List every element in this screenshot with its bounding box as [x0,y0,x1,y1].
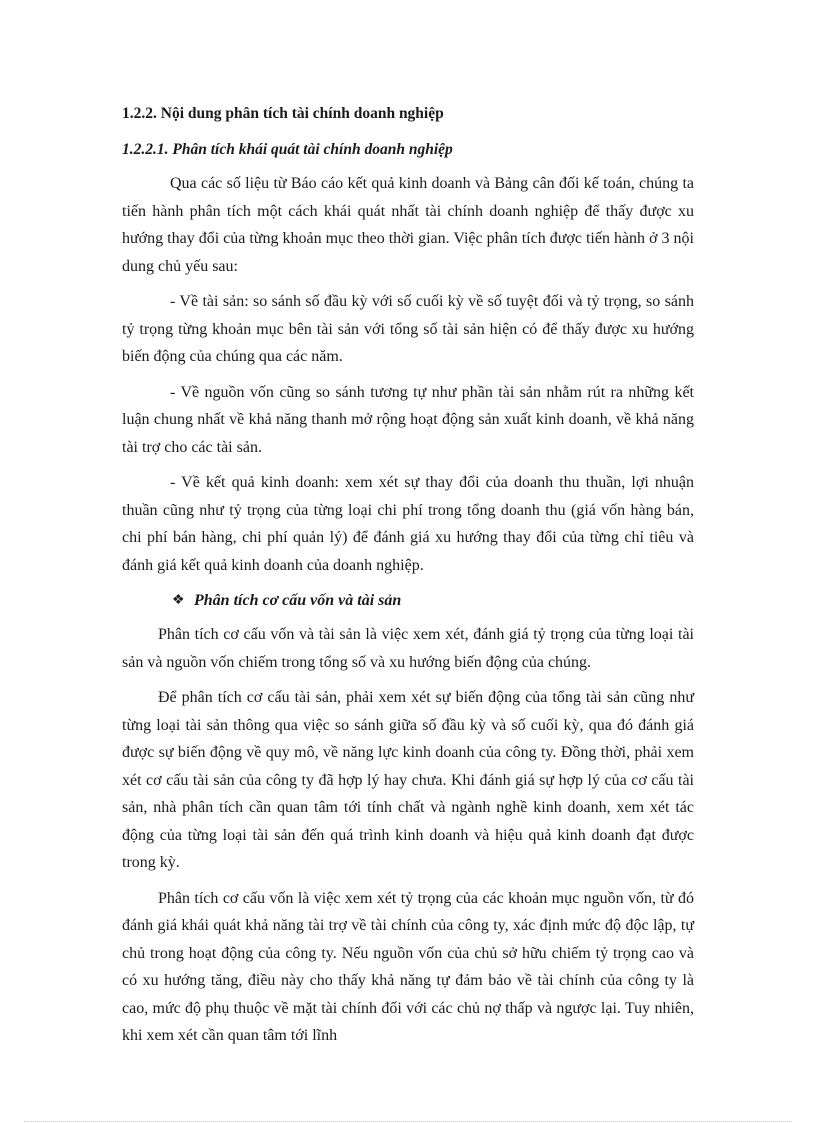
bullet-heading-text: Phân tích cơ cấu vốn và tài sản [194,592,402,609]
intro-paragraph: Qua các số liệu từ Báo cáo kết quả kinh doanh và Bảng cân đối kế toán, chúng ta tiến hành phân tích một cách khái quát nhất tài chính doanh nghiệp để thấy được xu hướng thay đổi của từng khoản mục theo thời gian. Việc phân tích được tiến hành ở 3 nội dung chủ yếu sau: [122,175,694,275]
bullet-heading [172,587,694,615]
capital-structure-paragraph: Phân tích cơ cấu vốn là việc xem xét tỷ trọng của các khoản mục nguồn vốn, từ đó đánh giá khái quát khả năng tài trợ về tài chính của công ty, xác định mức độ độc lập, tự chủ trong hoạt động của công ty. Nếu nguồn vốn của chủ sở hữu chiếm tỷ trọng cao và có xu hướng tăng, điều này cho thấy khả năng tự đảm bảo về tài chính của công ty là cao, mức độ phụ thuộc về mặt tài chính đối với các chủ nợ thấp và ngược lại. Tuy nhiên, khi xem xét cần quan tâm tới lĩnh [122,889,694,1044]
section-heading: 1.2.2. Nội dung phân tích tài chính doanh nghiệp [122,105,444,122]
results-item-paragraph: - Về kết quả kinh doanh: xem xét sự thay đổi của doanh thu thuần, lợi nhuận thuần cũng như tỷ trọng của từng loại chi phí trong tổng doanh thu (giá vốn hàng bán, chi phí bán hàng, chi phí quản lý) để đánh giá xu hướng thay đổi của từng chỉ tiêu và đánh giá kết quả kinh doanh của doanh nghiệp. [122,474,694,574]
diamond-bullet-icon: ❖ [172,593,185,608]
capital-item-paragraph: - Về nguồn vốn cũng so sánh tương tự như phần tài sản nhằm rút ra những kết luận chung nhất về khả năng thanh mở rộng hoạt động sản xuất kinh doanh, về khả năng tài trợ cho các tài sản. [122,383,694,456]
assets-item-paragraph: - Về tài sản: so sánh số đầu kỳ với số cuối kỳ về số tuyệt đối và tỷ trọng, so sánh tỷ trọng từng khoản mục bên tài sản với tổng số tài sản hiện có để thấy được xu hướng biến động của chúng qua các năm. [122,293,694,365]
asset-structure-paragraph: Để phân tích cơ cấu tài sản, phải xem xét sự biến động của tổng tài sản cũng như từng loại tài sản thông qua việc so sánh giữa số đầu kỳ và số cuối kỳ, qua đó đánh giá được sự biến động về quy mô, về năng lực kinh doanh của công ty. Đồng thời, phải xem xét cơ cấu tài sản của công ty đã hợp lý hay chưa. Khi đánh giá sự hợp lý của cơ cấu tài sản, nhà phân tích cần quan tâm tới tính chất và ngành nghề kinh doanh, xem xét tác động của từng loại tài sản đến quá trình kinh doanh và hiệu quả kinh doanh đạt được trong kỳ. [122,689,694,871]
subsection-heading: 1.2.2.1. Phân tích khái quát tài chính doanh nghiệp [122,141,453,158]
page-bottom-rule [24,1121,792,1122]
structure-paragraph: Phân tích cơ cấu vốn và tài sản là việc xem xét, đánh giá tỷ trọng của từng loại tài sản và nguồn vốn chiếm trong tổng số và xu hướng biến động của chúng. [122,626,694,671]
document-page [122,100,694,1058]
